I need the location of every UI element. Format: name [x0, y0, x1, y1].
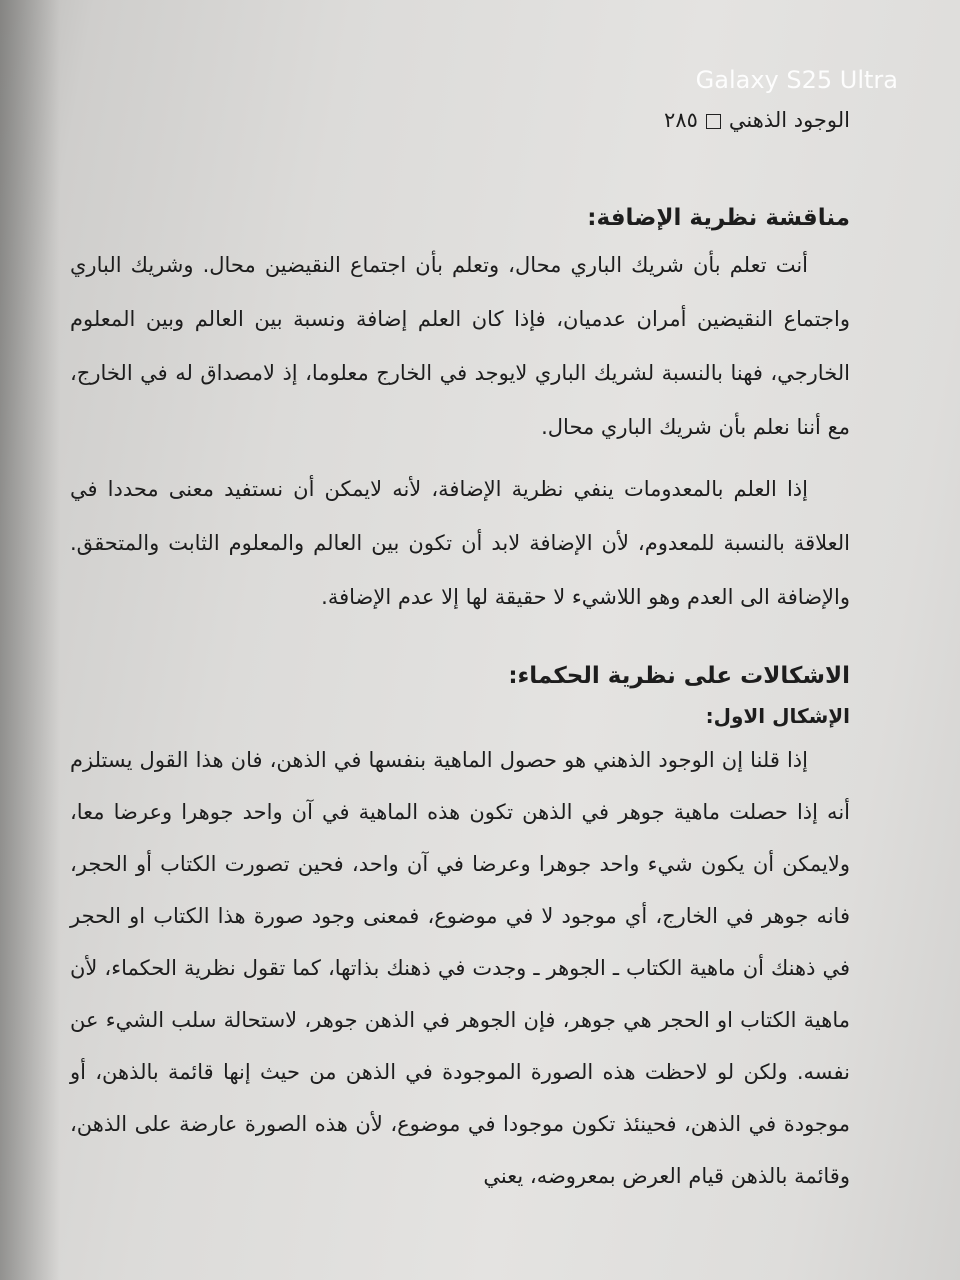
paragraph: إذا قلنا إن الوجود الذهني هو حصول الماهية بنفسها في الذهن، فان هذا القول يستلزم أنه إذا حصلت ماهية جوهر في الذهن تكون هذه الماهية في آن واحد جوهرا وعرضا معا، ولايمكن أن يكون شيء واحد جوهرا وعرضا في آن واحد، فحين تصورت الكتاب أو الحجر، فانه جوهر في الخارج، أي موجود لا في موضوع، فمعنى وجود صورة هذا الكتاب او الحجر في ذهنك أن ماهية الكتاب ـ الجوهر ـ وجدت في ذهنك بذاتها، كما تقول نظرية الحكماء، لأن ماهية الكتاب او الحجر هي جوهر، فإن الجوهر في الذهن جوهر، لاستحالة سلب الشيء عن نفسه. ولكن لو لاحظت هذه الصورة الموجودة في الذهن من حيث إنها قائمة بالذهن، أو موجودة في الذهن، فحينئذ تكون موجودا في موضوع، لأن هذه الصورة عارضة على الذهن، وقائمة بالذهن قيام العرض بمعروضه، يعني: [70, 748, 850, 1188]
section-heading-objections: الاشكالات على نظرية الحكماء:: [508, 663, 850, 689]
camera-watermark: Galaxy S25 Ultra: [695, 66, 898, 94]
book-page: [70, 100, 850, 1202]
page-shadow: [0, 0, 60, 1280]
paragraph: أنت تعلم بأن شريك الباري محال، وتعلم بأن اجتماع النقيضين محال. وشريك الباري واجتماع النقيضين أمران عدميان، فإذا كان العلم إضافة ونسبة بين العالم وبين المعلوم الخارجي، فهنا بالنسبة لشريك الباري لايوجد في الخارج معلوما، إذ لامصداق له في الخارج، مع أننا نعلم بأن شريك الباري محال.: [70, 253, 850, 439]
page-number: ٢٨٥: [664, 108, 698, 132]
section-heading-addition-theory: مناقشة نظرية الإضافة:: [587, 205, 850, 231]
subheading-first-objection: الإشكال الاول:: [705, 704, 850, 728]
running-header: [70, 100, 850, 140]
square-ornament-icon: [706, 114, 721, 129]
running-title: الوجود الذهني: [728, 108, 850, 132]
paragraph: إذا العلم بالمعدومات ينفي نظرية الإضافة، لأنه لايمكن أن نستفيد معنى محددا في العلاقة بالنسبة للمعدوم، لأن الإضافة لابد أن تكون بين العالم والمعلوم الثابت والمتحقق. والإضافة الى العدم وهو اللاشيء لا حقيقة لها إلا عدم الإضافة.: [70, 477, 850, 609]
